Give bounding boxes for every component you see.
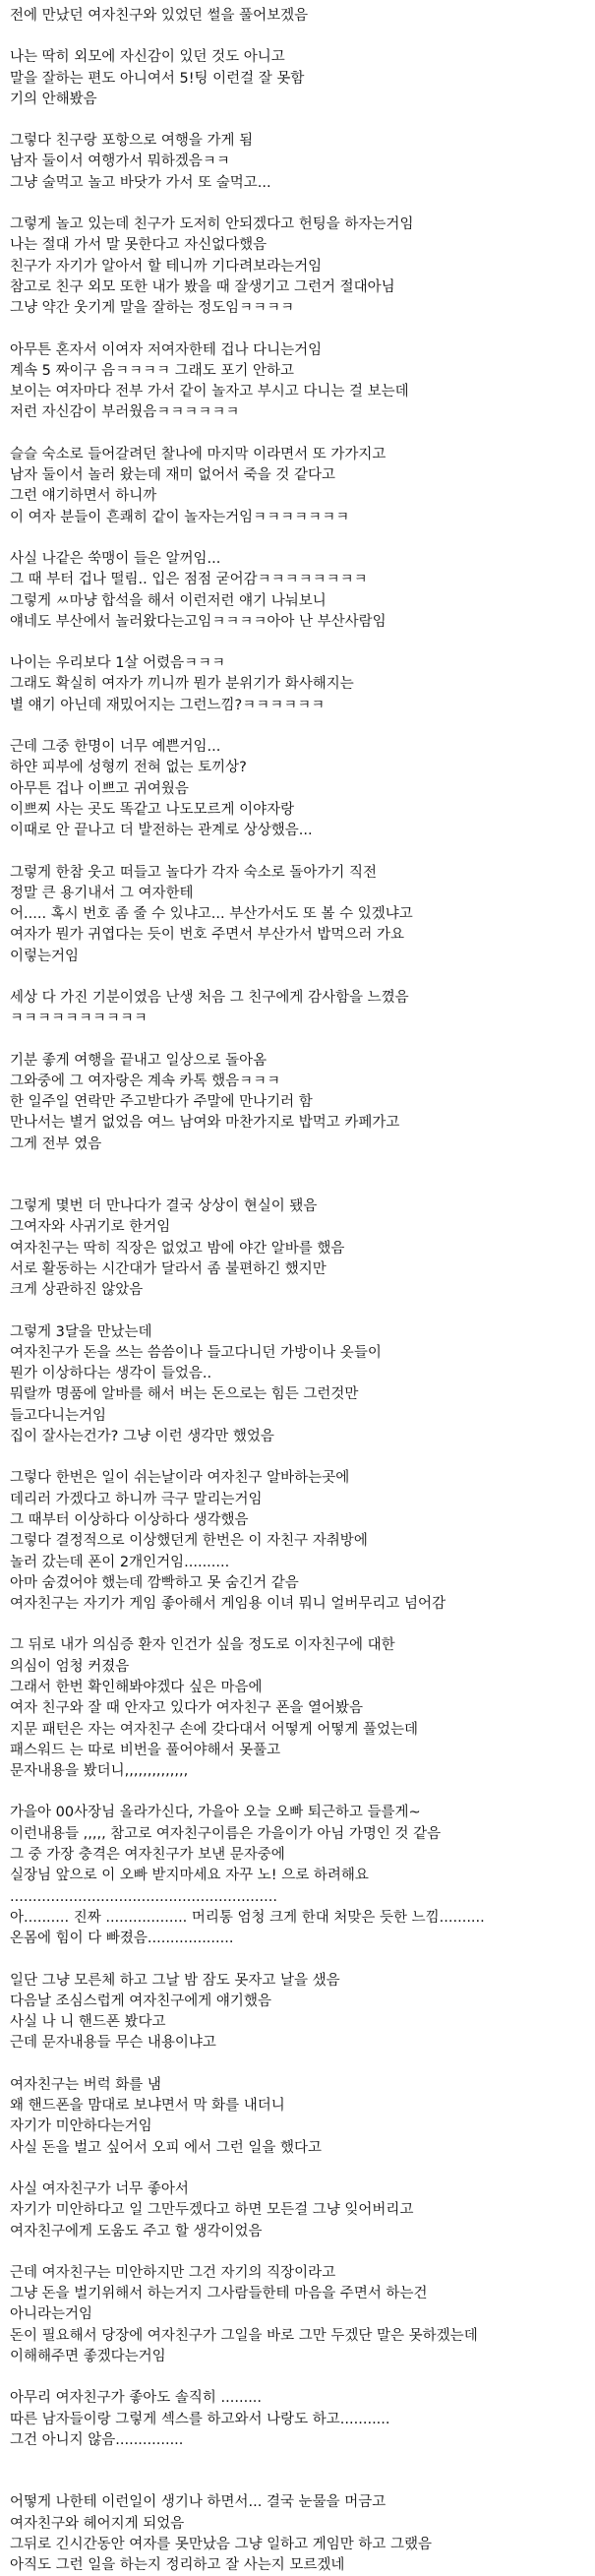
text-line: 이 여자 분들이 흔쾌히 같이 놀자는거임ㅋㅋㅋㅋㅋㅋㅋ [10, 509, 350, 525]
text-line: 보이는 여자마다 전부 가서 같이 놀자고 부시고 다니는 걸 보는데 [10, 384, 409, 400]
text-line: 들고다니는거임 [10, 1407, 107, 1424]
text-line: 이런내용들 ,,,,, 참고로 여자친구이름은 가을이가 아님 가명인 것 같음 [10, 1825, 442, 1842]
text-line: 일단 그냥 모른체 하고 그날 밤 잠도 못자고 날을 샜음 [10, 1972, 340, 1989]
paragraph [10, 1051, 585, 1155]
text-line: 그렇다 친구랑 포항으로 여행을 가게 됨 [10, 133, 254, 150]
text-line: 여자가 뭔가 귀엽다는 듯이 번호 주면서 부산가서 밥먹으러 가요 [10, 927, 405, 944]
text-line: 아직도 그런 일을 하는지 정리하고 잘 사는지 모르겠네 [10, 2557, 345, 2574]
text-line: 그렇다 결정적으로 이상했던게 한번은 이 자친구 자취방에 [10, 1533, 368, 1550]
text-line: 나는 딱히 외모에 자신감이 있던 것도 아니고 [10, 49, 285, 66]
text-line: 온몸에 힘이 다 빠졌음................... [10, 1931, 234, 1947]
text-line: 돈이 필요해서 당장에 여자친구가 그일을 바로 그만 두겠단 말은 못하겠는데 [10, 2327, 478, 2344]
text-line: 그게 전부 였음 [10, 1135, 102, 1152]
paragraph [10, 1196, 585, 1301]
text-line: 어..... 혹시 번호 좀 줄 수 있냐고... 부산가서도 또 볼 수 있겠냐고 [10, 906, 413, 923]
paragraph [10, 2388, 585, 2451]
text-line: 여자친구에게 도움도 주고 할 생각이었음 [10, 2223, 263, 2239]
paragraph [10, 1635, 585, 1782]
text-line: 그렇게 ㅆ마냥 합석을 해서 이런저런 얘기 나눠보니 [10, 592, 327, 609]
text-line: 이때로 안 끝나고 더 발전하는 관계로 상상했음... [10, 823, 313, 839]
text-line: 서로 활동하는 시간대가 달라서 좀 불편하긴 했지만 [10, 1260, 327, 1277]
text-line: ㅋㅋㅋㅋㅋㅋㅋㅋㅋㅋ [10, 1011, 149, 1027]
text-line: 그 중 가장 충격은 여자친구가 보낸 문자중에 [10, 1847, 285, 1864]
paragraph [10, 2075, 585, 2159]
text-line: 그런 얘기하면서 하니까 [10, 488, 157, 505]
text-line: 그와중에 그 여자랑은 계속 카톡 했음ㅋㅋㅋ [10, 1073, 281, 1089]
paragraph [10, 1971, 585, 2055]
text-line: 기의 안해봤음 [10, 91, 97, 107]
text-line: 근데 그중 한명이 너무 예쁜거임... [10, 739, 221, 756]
text-line: 참고로 친구 외모 또한 내가 봤을 때 잘생기고 그런거 절대아님 [10, 278, 395, 295]
text-line: 남자 둘이서 놀러 왔는데 재미 없어서 죽을 것 같다고 [10, 467, 336, 484]
text-line: 여자친구는 자기가 게임 좋아해서 게임용 이녀 뭐니 얼버무리고 넘어감 [10, 1596, 446, 1613]
paragraph [10, 2492, 585, 2576]
paragraph [10, 737, 585, 841]
text-line: 그래도 확실히 여자가 끼니까 뭔가 분위기가 화사해지는 [10, 676, 354, 693]
text-line: 남자 둘이서 여행가서 뭐하겠음ㅋㅋ [10, 153, 230, 170]
text-line: 크게 상관하진 않았음 [10, 1282, 144, 1299]
text-line: 자기가 미안하다고 일 그만두겠다고 하면 모든걸 그냥 잊어버리고 [10, 2202, 414, 2219]
paragraph [10, 47, 585, 110]
text-line: 그 뒤로 내가 의심증 환자 인건가 싶을 정도로 이자친구에 대한 [10, 1637, 395, 1654]
text-line: 저런 자신감이 부러웠음ㅋㅋㅋㅋㅋㅋ [10, 404, 240, 421]
text-line: 그냥 약간 웃기게 말을 잘하는 정도임ㅋㅋㅋㅋ [10, 300, 295, 317]
text-line: 이해해주면 좋겠다는거임 [10, 2349, 166, 2365]
text-line: 계속 5 짜이구 음ㅋㅋㅋㅋ 그래도 포기 안하고 [10, 362, 295, 379]
text-line: 지문 패턴은 자는 여자친구 손에 갖다대서 어떻게 어떻게 풀었는데 [10, 1721, 419, 1738]
paragraph [10, 131, 585, 194]
text-line: 사실 돈을 벌고 싶어서 오피 에서 그런 일을 했다고 [10, 2139, 323, 2156]
text-line: 여자친구와 헤어지게 되었음 [10, 2515, 185, 2532]
text-line: 데리러 가겠다고 하니까 극구 말리는거임 [10, 1491, 263, 1507]
text-line: 아마 숨겼어야 했는데 깜빡하고 못 숨긴거 같음 [10, 1574, 299, 1591]
text-line: 그렇게 3달을 만났는데 [10, 1323, 152, 1340]
text-line: 그 때 부터 겁나 떨림.. 입은 점점 굳어감ㅋㅋㅋㅋㅋㅋㅋㅋ [10, 572, 368, 588]
text-line: 그렇다 한번은 일이 쉬는날이라 여자친구 알바하는곳에 [10, 1470, 350, 1487]
text-line: 여자 친구와 잘 때 안자고 있다가 여자친구 폰을 열어봤음 [10, 1700, 364, 1717]
paragraph [10, 988, 585, 1030]
paragraph [10, 2263, 585, 2367]
paragraph [10, 863, 585, 967]
text-line: 사실 여자친구가 너무 좋아서 [10, 2180, 189, 2197]
text-line: 그냥 술먹고 놀고 바닷가 가서 또 술먹고... [10, 174, 271, 191]
text-line: 그래서 한번 확인해봐야겠다 싶은 마음에 [10, 1680, 263, 1695]
text-line: 집이 잘사는건가? 그냥 이런 생각만 했었음 [10, 1429, 274, 1445]
text-line: 이쁘찌 사는 곳도 똑같고 나도모르게 이야자랑 [10, 801, 295, 818]
text-line: 왜 핸드폰을 맘대로 보냐면서 막 화를 내더니 [10, 2098, 285, 2115]
text-line: 그렇게 한참 웃고 떠들고 놀다가 각자 숙소로 돌아가기 직전 [10, 864, 378, 881]
text-line: 사실 나 니 핸드폰 봤다고 [10, 2014, 166, 2031]
text-line: 그냥 돈을 벌기위해서 하는거지 그사람들한테 마음을 주면서 하는건 [10, 2286, 428, 2302]
text-line: 친구가 자기가 알아서 할 테니까 기다려보라는거임 [10, 258, 323, 275]
text-line: 다음날 조심스럽게 여자친구에게 얘기했음 [10, 1993, 271, 2009]
text-line: 뭔가 이상하다는 생각이 들었음.. [10, 1366, 212, 1382]
text-line: 얘네도 부산에서 놀러왔다는고임ㅋㅋㅋㅋ아아 난 부산사람임 [10, 613, 387, 630]
paragraph [10, 653, 585, 716]
paragraph [10, 2179, 585, 2242]
text-line: 아무리 여자친구가 좋아도 솔직히 ......... [10, 2390, 263, 2407]
text-line: 세상 다 가진 기분이였음 난생 처음 그 친구에게 감사함을 느꼈음 [10, 989, 409, 1006]
text-line: 말을 잘하는 편도 아니여서 5!팅 이런걸 잘 못함 [10, 70, 305, 87]
text-line: 이렇는거임 [10, 948, 80, 964]
paragraph [10, 1803, 585, 1949]
text-line: 의심이 엄청 커졌음 [10, 1658, 130, 1675]
text-line: 그렇게 놀고 있는데 친구가 도저히 안되겠다고 헌팅을 하자는거임 [10, 216, 414, 233]
text-line: 그 때부터 이상하다 이상하다 생각했음 [10, 1511, 249, 1528]
text-line: 실장님 앞으로 이 오빠 받지마세요 자꾸 노! 으로 하려해요 [10, 1868, 369, 1884]
text-line: 아니라는거임 [10, 2306, 93, 2323]
text-line: 하얀 피부에 성형끼 전혀 없는 토끼상? [10, 760, 247, 776]
text-line: 여자친구가 돈을 쓰는 씀씀이나 들고다니던 가방이나 옷들이 [10, 1344, 382, 1361]
text-line: 뭐랄까 명품에 알바를 해서 버는 돈으로는 힘든 그런것만 [10, 1386, 359, 1403]
text-line: 사실 나같은 쑥맹이 들은 알꺼임... [10, 550, 221, 567]
text-line: 놀러 갔는데 폰이 2개인거임.......... [10, 1554, 230, 1570]
text-line: 패스워드 는 따로 비번을 풀어야해서 못풀고 [10, 1742, 281, 1758]
paragraph [10, 549, 585, 633]
text-line: 여자친구는 버럭 화를 냄 [10, 2076, 161, 2093]
text-line: 문자내용을 봤더니,,,,,,,,,,,,,, [10, 1763, 189, 1780]
text-line: 아무튼 겁나 이쁘고 귀여웠음 [10, 780, 189, 797]
text-line: 여자친구는 딱히 직장은 없었고 밤에 야간 알바를 했음 [10, 1240, 345, 1257]
text-line: 한 일주일 연락만 주고받다가 주말에 만나기러 함 [10, 1094, 313, 1111]
text-line: 그건 아니지 않음............... [10, 2431, 184, 2448]
text-line: 별 얘기 아닌데 재밌어지는 그런느낌?ㅋㅋㅋㅋㅋㅋ [10, 697, 326, 713]
text-line: 정말 큰 용기내서 그 여자한테 [10, 885, 194, 901]
text-line: 나는 절대 가서 말 못한다고 자신없다했음 [10, 237, 268, 254]
text-line: 전에 만났던 여자친구와 있었던 썰을 풀어보겠음 [10, 8, 309, 24]
paragraph [10, 215, 585, 319]
text-line: 가을아 00사장님 올라가신다, 가을아 오늘 오빠 퇴근하고 들를게~ [10, 1805, 421, 1821]
text-line: ........................................................... [10, 1888, 277, 1905]
paragraph [10, 1322, 585, 1448]
text-line: 만나서는 별거 없었음 여느 남여와 마찬가지로 밥먹고 카페가고 [10, 1115, 400, 1132]
text-line: 아.......... 진짜 .................. 머리통 엄청 크게 한대 처맞은 듯한 느낌.......... [10, 1909, 485, 1926]
text-line: 그뒤로 긴시간동안 여자를 못만났음 그냥 일하고 게임만 하고 그랬음 [10, 2536, 433, 2552]
paragraph [10, 1468, 585, 1615]
text-line: 아무튼 혼자서 이여자 저여자한테 겁나 다니는거임 [10, 341, 323, 358]
text-line: 따른 남자들이랑 그렇게 섹스를 하고와서 나랑도 하고........... [10, 2411, 390, 2427]
text-line: 기분 좋게 여행을 끝내고 일상으로 돌아옴 [10, 1052, 268, 1069]
text-line: 자기가 미안하다는거임 [10, 2118, 152, 2135]
text-line: 근데 문자내용들 무슨 내용이냐고 [10, 2035, 216, 2052]
paragraph [10, 340, 585, 424]
text-line: 그렇게 몇번 더 만나다가 결국 상상이 현실이 됐음 [10, 1198, 318, 1215]
text-line: 어떻게 나한테 이런일이 생기나 하면서... 결국 눈물을 머금고 [10, 2494, 387, 2511]
paragraph [10, 445, 585, 528]
paragraph [10, 6, 585, 27]
text-line: 나이는 우리보다 1살 어렸음ㅋㅋㅋ [10, 655, 226, 672]
text-line: 그여자와 사귀기로 한거임 [10, 1219, 171, 1236]
text-line: 근데 여자친구는 미안하지만 그건 자기의 직장이라고 [10, 2264, 336, 2281]
text-line: 슬슬 숙소로 들어갈려던 찰나에 마지막 이라면서 또 가가지고 [10, 446, 387, 462]
